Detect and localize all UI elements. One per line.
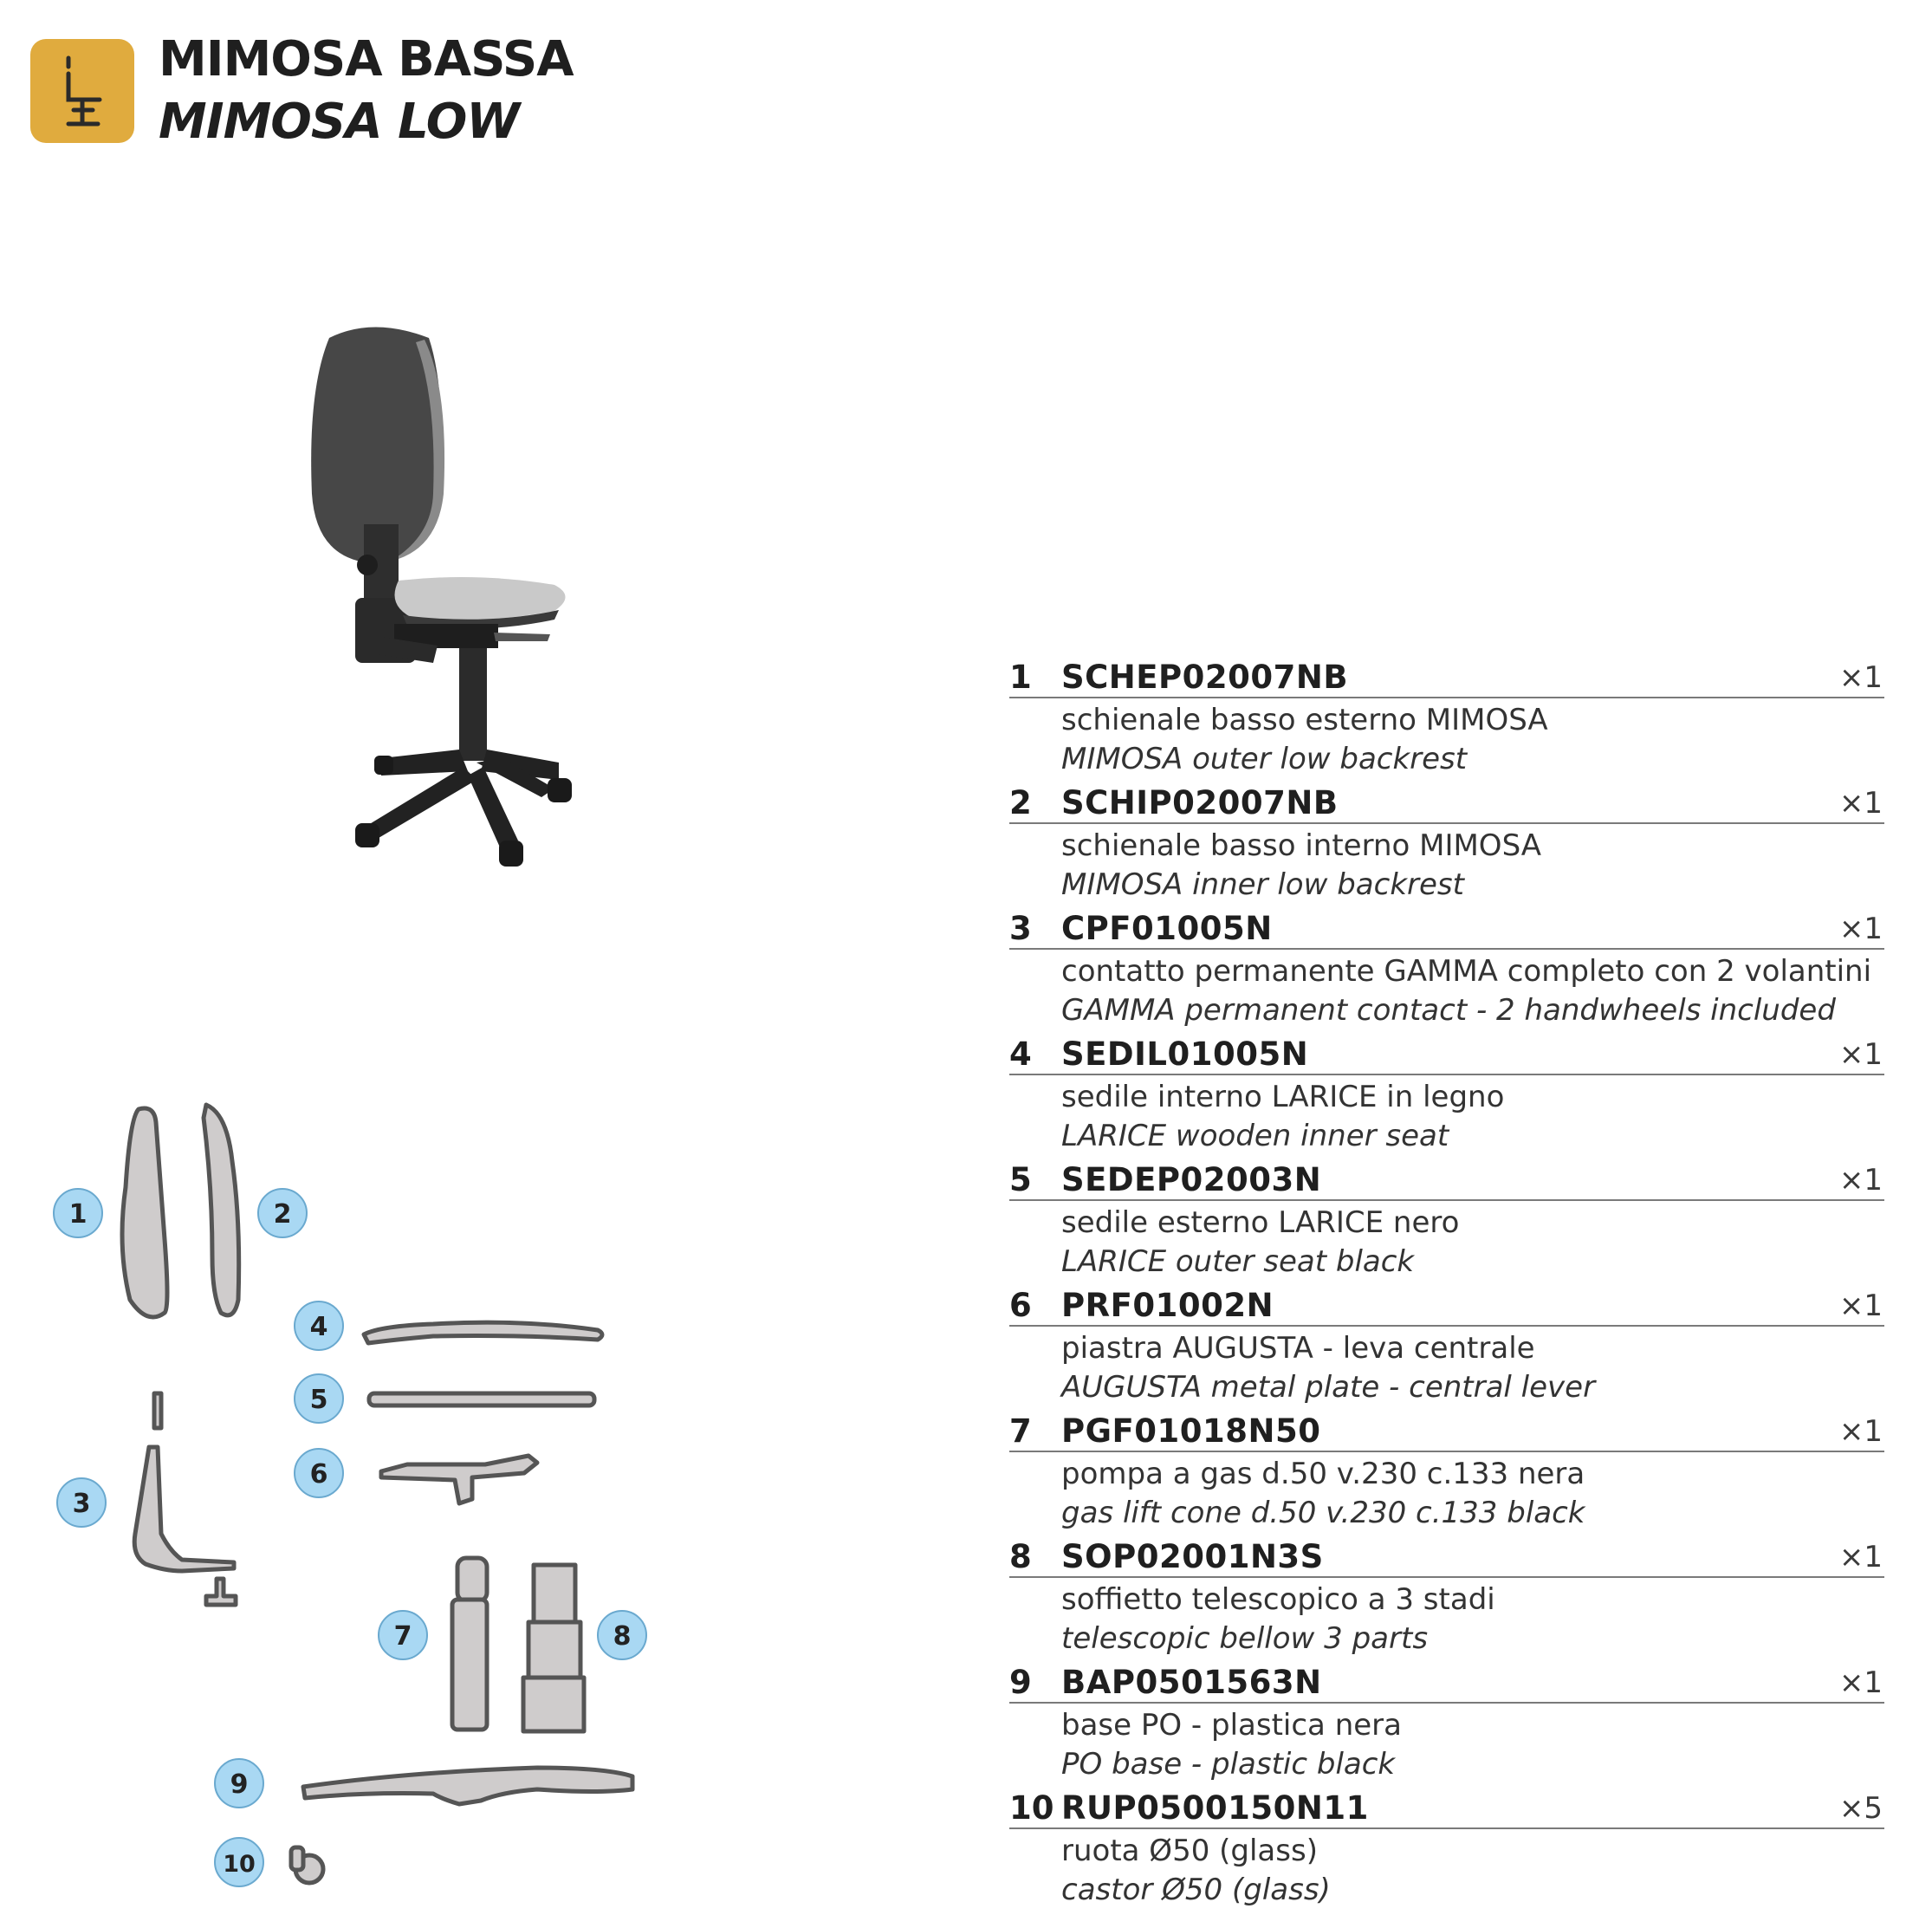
part-quantity: ×5 bbox=[1838, 1791, 1883, 1826]
logo-badge bbox=[30, 39, 134, 143]
part-number: 5 bbox=[1009, 1161, 1032, 1198]
part-7-gas-lift bbox=[457, 1558, 487, 1601]
part-row bbox=[1009, 659, 1884, 784]
parts-list bbox=[1009, 659, 1884, 1915]
part-description-it: pompa a gas d.50 v.230 c.133 nera bbox=[1061, 1457, 1585, 1491]
part-row bbox=[1009, 1538, 1884, 1664]
part-row bbox=[1009, 1035, 1884, 1161]
part-description-en: gas lift cone d.50 v.230 c.133 black bbox=[1061, 1496, 1585, 1530]
part-row bbox=[1009, 910, 1884, 1035]
part-code: BAP0501563N bbox=[1061, 1664, 1322, 1701]
part-9-base bbox=[303, 1768, 632, 1804]
part-description-en: LARICE wooden inner seat bbox=[1061, 1119, 1449, 1153]
part-number: 1 bbox=[1009, 659, 1032, 696]
part-description-en: MIMOSA outer low backrest bbox=[1061, 742, 1468, 776]
svg-text:6: 6 bbox=[309, 1459, 328, 1490]
part-description-en: MIMOSA inner low backrest bbox=[1061, 867, 1464, 902]
part-description-it: ruota Ø50 (glass) bbox=[1061, 1834, 1318, 1868]
callout-2 bbox=[258, 1189, 307, 1237]
part-number: 4 bbox=[1009, 1035, 1032, 1073]
callout-9 bbox=[215, 1759, 263, 1808]
part-number: 8 bbox=[1009, 1538, 1032, 1575]
part-description-it: base PO - plastica nera bbox=[1061, 1708, 1402, 1743]
page-title: MIMOSA BASSA bbox=[159, 31, 574, 88]
office-chair-icon bbox=[30, 39, 134, 143]
part-quantity: ×1 bbox=[1838, 912, 1883, 946]
callout-4 bbox=[295, 1302, 343, 1350]
part-header bbox=[1009, 1412, 1884, 1452]
part-description-en: castor Ø50 (glass) bbox=[1061, 1873, 1331, 1907]
part-3-lever bbox=[154, 1393, 161, 1428]
callout-1 bbox=[54, 1189, 102, 1237]
part-8-bellow bbox=[534, 1565, 575, 1622]
part-description-it: sedile interno LARICE in legno bbox=[1061, 1080, 1505, 1114]
part-row bbox=[1009, 1287, 1884, 1412]
part-2-inner-backrest bbox=[204, 1105, 239, 1315]
part-quantity: ×1 bbox=[1838, 660, 1883, 695]
part-description-it: schienale basso esterno MIMOSA bbox=[1061, 703, 1548, 737]
svg-text:1: 1 bbox=[68, 1199, 88, 1230]
part-quantity: ×1 bbox=[1838, 786, 1883, 821]
callout-6 bbox=[295, 1449, 343, 1497]
part-code: SEDIL01005N bbox=[1061, 1035, 1309, 1073]
part-row bbox=[1009, 784, 1884, 910]
part-description-it: contatto permanente GAMMA completo con 2 volantini bbox=[1061, 954, 1872, 989]
svg-text:7: 7 bbox=[393, 1621, 412, 1652]
part-code: SCHIP02007NB bbox=[1061, 784, 1339, 821]
part-header bbox=[1009, 1789, 1884, 1829]
svg-text:5: 5 bbox=[309, 1385, 328, 1415]
part-number: 9 bbox=[1009, 1664, 1032, 1701]
part-header bbox=[1009, 784, 1884, 824]
part-quantity: ×1 bbox=[1838, 1163, 1883, 1198]
part-header bbox=[1009, 910, 1884, 950]
svg-text:4: 4 bbox=[309, 1312, 328, 1342]
part-quantity: ×1 bbox=[1838, 1289, 1883, 1323]
part-header bbox=[1009, 659, 1884, 698]
callout-5 bbox=[295, 1374, 343, 1423]
part-description-en: telescopic bellow 3 parts bbox=[1061, 1621, 1429, 1656]
callout-8 bbox=[598, 1611, 646, 1659]
svg-text:2: 2 bbox=[273, 1199, 292, 1230]
part-number: 2 bbox=[1009, 784, 1032, 821]
part-4-inner-seat bbox=[364, 1322, 602, 1343]
part-number: 7 bbox=[1009, 1412, 1032, 1450]
part-description-en: PO base - plastic black bbox=[1061, 1747, 1396, 1782]
chair-image bbox=[295, 321, 658, 875]
part-header bbox=[1009, 1035, 1884, 1075]
part-code: CPF01005N bbox=[1061, 910, 1273, 947]
part-quantity: ×1 bbox=[1838, 1665, 1883, 1700]
part-description-en: AUGUSTA metal plate - central lever bbox=[1061, 1370, 1596, 1405]
part-quantity: ×1 bbox=[1838, 1414, 1883, 1449]
part-row bbox=[1009, 1161, 1884, 1287]
part-description-it: soffietto telescopico a 3 stadi bbox=[1061, 1582, 1495, 1617]
part-description-it: sedile esterno LARICE nero bbox=[1061, 1205, 1460, 1240]
part-code: RUP0500150N11 bbox=[1061, 1789, 1369, 1827]
svg-text:3: 3 bbox=[72, 1489, 91, 1519]
part-number: 10 bbox=[1009, 1789, 1054, 1827]
callout-10 bbox=[215, 1838, 263, 1886]
part-quantity: ×1 bbox=[1838, 1540, 1883, 1574]
svg-text:9: 9 bbox=[230, 1769, 249, 1800]
part-code: SEDEP02003N bbox=[1061, 1161, 1322, 1198]
part-number: 3 bbox=[1009, 910, 1032, 947]
part-description-it: schienale basso interno MIMOSA bbox=[1061, 828, 1542, 863]
part-description-en: LARICE outer seat black bbox=[1061, 1244, 1415, 1279]
part-3-handwheel bbox=[206, 1579, 236, 1605]
part-row bbox=[1009, 1789, 1884, 1915]
part-code: PRF01002N bbox=[1061, 1287, 1274, 1324]
part-header bbox=[1009, 1287, 1884, 1327]
part-3-mechanism bbox=[134, 1447, 234, 1571]
part-5-outer-seat bbox=[369, 1393, 594, 1405]
part-row bbox=[1009, 1412, 1884, 1538]
part-quantity: ×1 bbox=[1838, 1037, 1883, 1072]
page-subtitle: MIMOSA LOW bbox=[159, 94, 520, 150]
exploded-parts-diagram bbox=[0, 1083, 693, 1897]
part-code: PGF01018N50 bbox=[1061, 1412, 1321, 1450]
part-description-en: GAMMA permanent contact - 2 handwheels included bbox=[1061, 993, 1836, 1028]
part-1-outer-backrest bbox=[122, 1108, 167, 1317]
part-number: 6 bbox=[1009, 1287, 1032, 1324]
part-header bbox=[1009, 1664, 1884, 1704]
svg-text:8: 8 bbox=[613, 1621, 632, 1652]
callout-3 bbox=[57, 1478, 106, 1527]
part-header bbox=[1009, 1161, 1884, 1201]
callout-7 bbox=[379, 1611, 427, 1659]
part-code: SOP02001N3S bbox=[1061, 1538, 1324, 1575]
part-6-plate bbox=[381, 1456, 537, 1503]
svg-text:10: 10 bbox=[223, 1851, 256, 1878]
part-description-it: piastra AUGUSTA - leva centrale bbox=[1061, 1331, 1535, 1366]
part-code: SCHEP02007NB bbox=[1061, 659, 1349, 696]
part-row bbox=[1009, 1664, 1884, 1789]
part-header bbox=[1009, 1538, 1884, 1578]
